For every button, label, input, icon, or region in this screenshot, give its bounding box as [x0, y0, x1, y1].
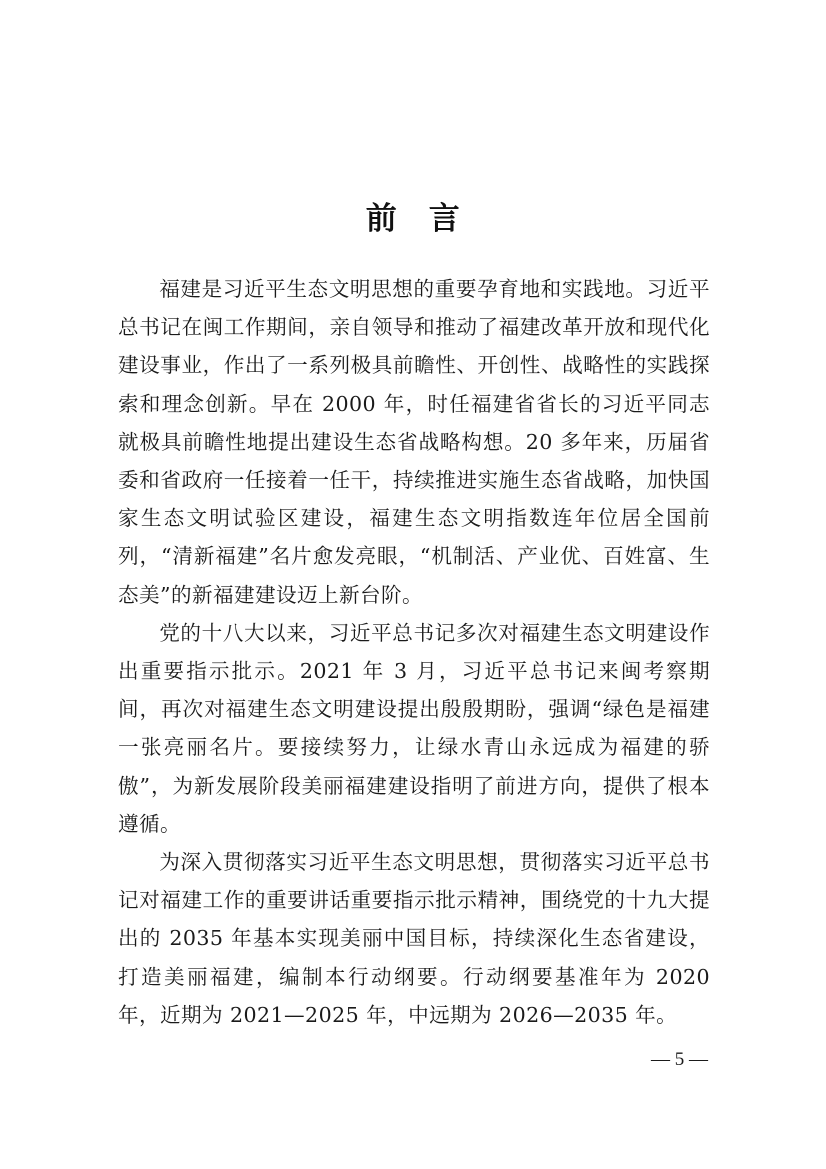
- page-title: 前 言: [365, 200, 461, 237]
- page-number: — 5 —: [651, 1049, 708, 1070]
- body-paragraph-3: 为深入贯彻落实习近平生态文明思想，贯彻落实习近平总书记对福建工作的重要讲话重要指示批示精神，围绕党的十九大提出的 2035 年基本实现美丽中国目标，持续深化生态省建设，打造美丽福建，编制本行动纲要。行动纲要基准年为 2020 年，近期为 2021—2025 年，中远期为 2026—2035 年。: [118, 850, 710, 1027]
- body-paragraph-2: 党的十八大以来，习近平总书记多次对福建生态文明建设作出重要指示批示。2021 年 3 月，习近平总书记来闽考察期间，再次对福建生态文明建设提出殷殷期盼，强调“绿色是福建一张亮丽名片。要接续努力，让绿水青山永远成为福建的骄傲”，为新发展阶段美丽福建建设指明了前进方向，提供了根本遵循。: [118, 620, 710, 836]
- document-body: [118, 270, 710, 1034]
- body-paragraph-1: 福建是习近平生态文明思想的重要孕育地和实践地。习近平总书记在闽工作期间，亲自领导和推动了福建改革开放和现代化建设事业，作出了一系列极具前瞻性、开创性、战略性的实践探索和理念创新。早在 2000 年，时任福建省省长的习近平同志就极具前瞻性地提出建设生态省战略构想。20 多年来，历届省委和省政府一任接着一任干，持续推进实施生态省战略，加快国家生态文明试验区建设，福建生态文明指数连年位居全国前列，“清新福建”名片愈发亮眼，“机制活、产业优、百姓富、生态美”的新福建建设迈上新台阶。: [118, 277, 710, 607]
